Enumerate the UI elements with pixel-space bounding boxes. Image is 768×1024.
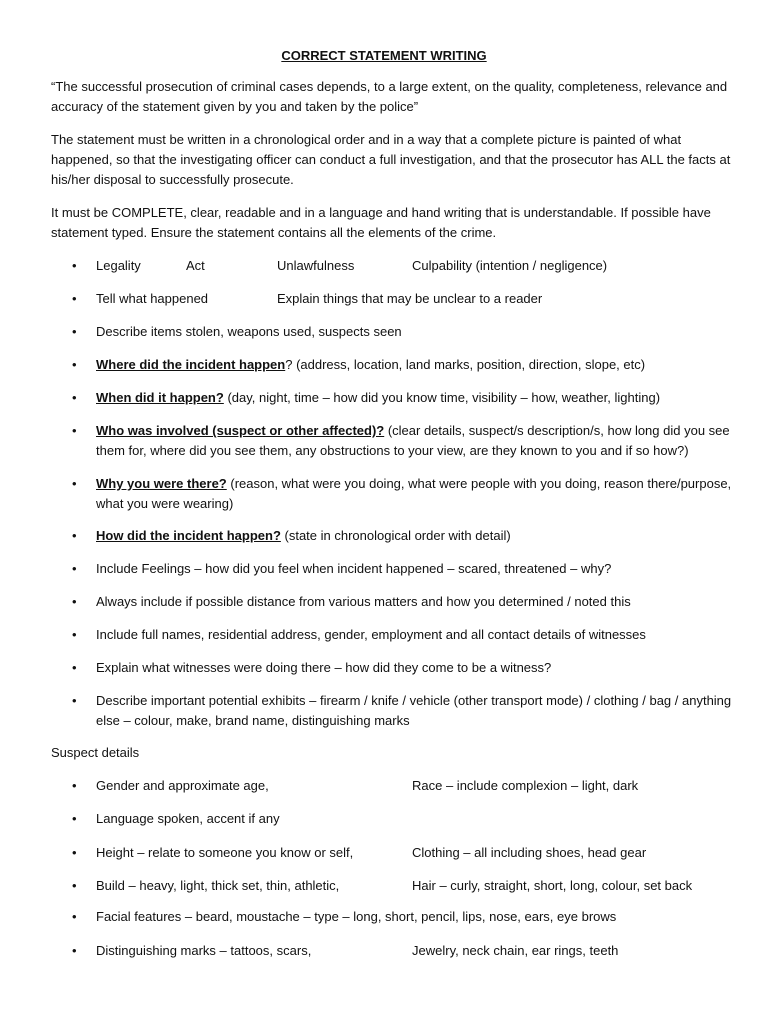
list-item-text: (clear details, suspect/s description/s, how long did you see them for, where did you see them, any obstructions to your view, are they known to you and if so how?) (96, 423, 730, 458)
list-item-text: ? (address, location, land marks, position, direction, slope, etc) (285, 357, 646, 372)
suspect-details-heading: Suspect details (51, 745, 140, 760)
suspect-item-left: Language spoken, accent if any (96, 811, 280, 826)
suspect-item-left: Facial features – beard, moustache – type – long, short, pencil, lips, nose, ears, eye brows (96, 909, 617, 924)
list-item-label: Why you were there? (96, 476, 227, 491)
bullet-dot: • (72, 845, 77, 860)
list-item-label: How did the incident happen? (96, 528, 281, 543)
list-item-text: Include full names, residential address, gender, employment and all contact details of witnesses (96, 627, 646, 642)
bullet-dot: • (72, 390, 77, 405)
bullet-dot: • (72, 528, 77, 543)
list-item-text: (state in chronological order with detail) (280, 528, 511, 543)
bullet-dot: • (72, 811, 77, 826)
element-unlawfulness: Unlawfulness (277, 258, 355, 273)
suspect-item-left: Gender and approximate age, (96, 778, 269, 793)
bullet-dot: • (72, 258, 77, 273)
suspect-item-right: Clothing – all including shoes, head gear (412, 845, 647, 860)
explain-unclear: Explain things that may be unclear to a reader (277, 291, 543, 306)
intro-quote: “The successful prosecution of criminal cases depends, to a large extent, on the quality, completeness, relevance and accuracy of the statement given by you and taken by the police” (51, 79, 728, 114)
suspect-item-left: Height – relate to someone you know or self, (96, 845, 354, 860)
bullet-dot: • (72, 476, 77, 491)
list-item-text: Describe items stolen, weapons used, suspects seen (96, 324, 402, 339)
bullet-dot: • (72, 693, 77, 708)
bullet-dot: • (72, 778, 77, 793)
tell-what-happened: Tell what happened (96, 291, 209, 306)
bullet-dot: • (72, 627, 77, 642)
suspect-item-left: Build – heavy, light, thick set, thin, athletic, (96, 878, 340, 893)
suspect-item-right: Jewelry, neck chain, ear rings, teeth (412, 943, 619, 958)
bullet-dot: • (72, 909, 77, 924)
bullet-dot: • (72, 594, 77, 609)
element-legality: Legality (96, 258, 141, 273)
bullet-dot: • (72, 660, 77, 675)
list-item-text: Describe important potential exhibits – firearm / knife / vehicle (other transport mode) / clothing / bag / anything else – colour, make, brand name, distinguishing marks (96, 693, 732, 728)
bullet-dot: • (72, 878, 77, 893)
suspect-item-right: Hair – curly, straight, short, long, colour, set back (412, 878, 693, 893)
list-item-label: Where did the incident happen (96, 357, 286, 372)
list-item-text: (day, night, time – how did you know time, visibility – how, weather, lighting) (223, 390, 661, 405)
completeness-paragraph: It must be COMPLETE, clear, readable and in a language and hand writing that is understandable. If possible have statement typed. Ensure the statement contains all the elements of the crime. (51, 205, 711, 240)
bullet-dot: • (72, 324, 77, 339)
list-item-label: Who was involved (suspect or other affected)? (96, 423, 385, 438)
bullet-dot: • (72, 943, 77, 958)
suspect-item-left: Distinguishing marks – tattoos, scars, (96, 943, 312, 958)
list-item-text: (reason, what were you doing, what were people with you doing, reason there/purpose, what you were wearing) (96, 476, 732, 511)
list-item-label: When did it happen? (96, 390, 224, 405)
bullet-dot: • (72, 423, 77, 438)
element-act: Act (186, 258, 205, 273)
bullet-dot: • (72, 561, 77, 576)
chronology-paragraph: The statement must be written in a chronological order and in a way that a complete picture is painted of what happened, so that the investigating officer can conduct a full investigation, and that the prosecutor has ALL the facts at his/her disposal to successfully prosecute. (51, 132, 731, 187)
bullet-dot: • (72, 357, 77, 372)
list-item-text: Always include if possible distance from various matters and how you determined / noted this (96, 594, 631, 609)
page-title: CORRECT STATEMENT WRITING (281, 48, 487, 63)
suspect-item-right: Race – include complexion – light, dark (412, 778, 639, 793)
list-item-text: Explain what witnesses were doing there – how did they come to be a witness? (96, 660, 552, 675)
bullet-dot: • (72, 291, 77, 306)
list-item-text: Include Feelings – how did you feel when incident happened – scared, threatened – why? (96, 561, 612, 576)
element-culpability: Culpability (intention / negligence) (412, 258, 608, 273)
